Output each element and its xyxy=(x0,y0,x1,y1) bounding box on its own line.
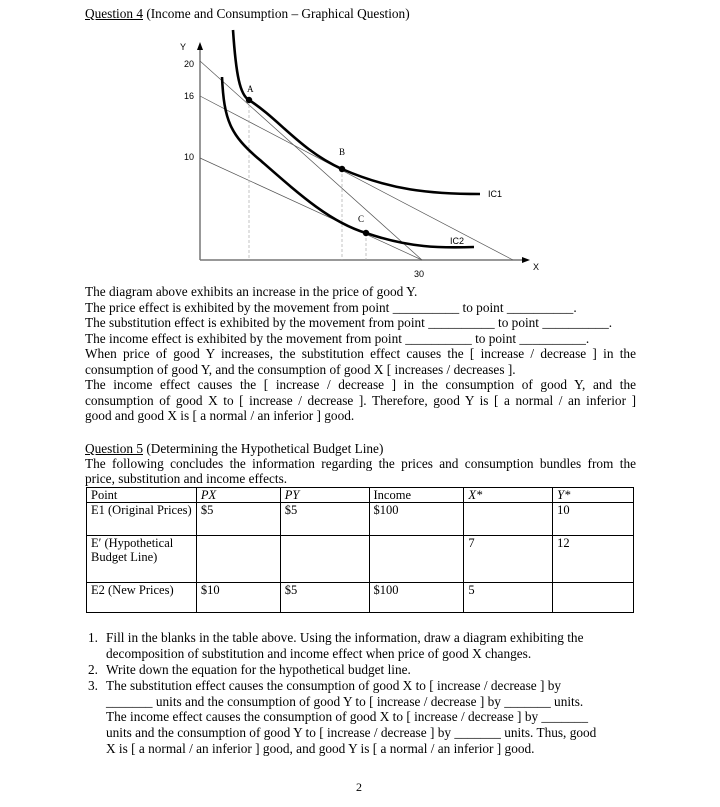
x-tick-30: 30 xyxy=(414,269,425,279)
q4-line: The diagram above exhibits an increase in the price of good Y. xyxy=(85,284,418,299)
page-number: 2 xyxy=(356,780,362,794)
label-b: B xyxy=(339,147,346,157)
budget-line-original xyxy=(200,61,422,260)
q4-line: The substitution effect is exhibited by the movement from point __________ to point __________. xyxy=(85,315,613,330)
q4-line: good and good X is [ a normal / an inferior ] good. xyxy=(85,408,355,423)
table-header-row: Point PX PY Income X* Y* xyxy=(87,488,634,503)
item-number: 1. xyxy=(88,630,98,645)
y-axis-label: Y xyxy=(180,42,187,52)
item-line: The substitution effect causes the consumption of good X to [ increase / decrease ] by xyxy=(106,678,562,693)
x-axis-label: X xyxy=(533,262,540,272)
label-c: C xyxy=(358,214,365,224)
q4-line: consumption of good Y, and the consumption of good X [ increases / decreases ]. xyxy=(85,361,516,377)
q4-label: Question 4 xyxy=(85,6,143,21)
table-row: E′ (Hypothetical Budget Line) 7 12 xyxy=(87,536,634,583)
label-a: A xyxy=(247,84,254,94)
q5-intro: The following concludes the information regarding the prices and consumption bundles from the xyxy=(85,456,636,471)
q4-line: The price effect is exhibited by the movement from point __________ to point __________. xyxy=(85,299,577,315)
item-line: _______ units and the consumption of good Y to [ increase / decrease ] by _______ units. xyxy=(106,694,584,709)
item-number: 3. xyxy=(88,678,98,693)
q4-line: consumption of good X to [ increase / decrease ]. Therefore, good Y is [ a normal / an inferior ] xyxy=(85,392,636,408)
ic2-curve xyxy=(222,77,474,247)
item-line: X is [ a normal / an inferior ] good, and good Y is [ a normal / an inferior ] good. xyxy=(106,741,535,756)
item-line: Fill in the blanks in the table above. Using the information, draw a diagram exhibiting the xyxy=(106,630,584,645)
y-tick-16: 16 xyxy=(184,91,195,101)
q4-line: The income effect is exhibited by the movement from point __________ to point __________. xyxy=(85,330,590,346)
budget-line-compensated xyxy=(200,96,513,260)
point-a xyxy=(246,97,252,103)
q5-title: (Determining the Hypothetical Budget Line) xyxy=(143,441,384,456)
table-row: E2 (New Prices) $10 $5 $100 5 xyxy=(87,583,634,613)
q5-heading xyxy=(85,441,383,456)
point-c xyxy=(363,230,369,236)
q4-line: The income effect causes the [ increase / decrease ] in the consumption of good Y, and the xyxy=(85,377,636,392)
item-number: 2. xyxy=(88,662,98,677)
q5-label: Question 5 xyxy=(85,441,143,456)
point-b xyxy=(339,166,345,172)
y-tick-20: 20 xyxy=(184,59,195,69)
item-line: The income effect causes the consumption of good X to [ increase / decrease ] by _______ xyxy=(106,709,588,724)
label-ic2: IC2 xyxy=(450,236,465,246)
q5-intro: price, substitution and income effects. xyxy=(85,471,288,486)
item-line: units and the consumption of good Y to [ increase / decrease ] by _______ units. Thus, good xyxy=(106,725,597,740)
table-row: E1 (Original Prices) $5 $5 $100 10 xyxy=(87,503,634,536)
item-line: Write down the equation for the hypothetical budget line. xyxy=(106,662,411,677)
y-arrow-icon xyxy=(197,42,203,50)
y-tick-10: 10 xyxy=(184,152,195,162)
label-ic1: IC1 xyxy=(488,189,503,199)
x-arrow-icon xyxy=(522,257,530,263)
q4-line: When price of good Y increases, the substitution effect causes the [ increase / decrease ] in the xyxy=(85,346,636,361)
budget-line-new xyxy=(200,158,422,260)
indifference-diagram xyxy=(0,0,720,290)
item-line: decomposition of substitution and income effect when price of good X changes. xyxy=(106,646,532,661)
q4-title: (Income and Consumption – Graphical Question) xyxy=(143,6,410,21)
prices-table xyxy=(86,487,634,613)
